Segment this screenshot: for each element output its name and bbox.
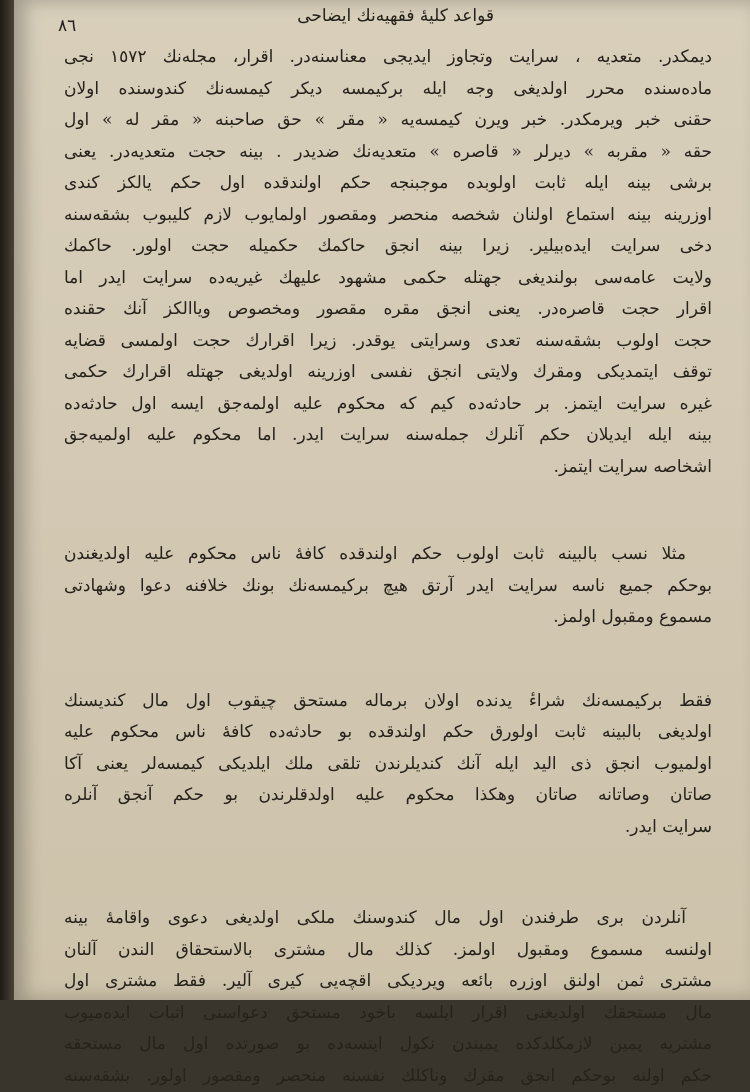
book-page — [14, 0, 750, 1000]
text-line: مثلا نسب بالبينه ثابت اولوب حكم اولندقده كافهٔ ناس محكوم عليه اولديغندن — [64, 539, 712, 571]
text-line: مسموع ومقبول اولمز. — [64, 602, 712, 634]
running-title: قواعد كليهٔ فقهيه‌نك ايضاحى — [297, 6, 494, 26]
text-line: آنلردن برى طرفندن اول مال كندوسنك ملكى اولديغى دعوى واقامهٔ بينه — [64, 903, 712, 935]
text-line: صاتان وصاتانه صاتان وهكذا محكوم عليه اولدقلرندن بو حكم آنجق آنلره — [64, 780, 712, 812]
paragraph-spacer — [64, 634, 712, 686]
text-line: فقط بركيمسه‌نك شراءٔ يدنده اولان برماله مستحق چيقوب اول مال كنديسنك — [64, 686, 712, 718]
page-number: ٨٦ — [58, 16, 76, 36]
text-line: توقف ايتمديكى ومقرك ولايتى انجق نفسى اوزرينه اولديغى جهتله اقرارك حكمى — [64, 357, 712, 389]
text-line: ديمكدر. متعديه ، سرايت وتجاوز ايديجى معناسنه‌در. اقرار، مجله‌نك ١٥٧٢ نجى — [64, 42, 712, 74]
text-line: دخى سرايت ايده‌بيلير. زيرا بينه انجق حاكمك حكميله حجت اولور. حاكمك — [64, 231, 712, 263]
text-line: حقه « مقربه » ديرلر « قاصره » متعديه‌نك ضديدر . بينه حجت متعديه‌در. يعنى — [64, 137, 712, 169]
body-text — [64, 42, 712, 1092]
text-line: اشخاصه سرايت ايتمز. — [64, 452, 712, 484]
book-gutter — [0, 0, 14, 1000]
page-header — [54, 6, 724, 36]
text-line: حقنى خبر ويرمكدر. خبر ويرن كيمسه‌يه « مقر » حق صاحبنه « مقر له » اول — [64, 105, 712, 137]
paragraph-1 — [64, 42, 712, 483]
text-line: غيره سرايت ايتمز. بر حادثه‌ده كيم كه محكوم عليه اولمه‌جق ايسه اول حادثه‌ده — [64, 389, 712, 421]
text-line: مال مستحقك اولديغنى اقرار ايلسه باخود مستحق دعواسنى اثبات ايده‌ميوب — [64, 998, 712, 1030]
text-line: ماده‌سنده محرر اولديغى وجه ايله بركيمسه ديكر كيمسه‌نك كندوسنده اولان — [64, 74, 712, 106]
text-line: سرايت ايدر. — [64, 812, 712, 844]
text-line: بينه ايله ايديلان حكم آنلرك جمله‌سنه سرايت ايدر. اما محكوم عليه اولميه‌جق — [64, 420, 712, 452]
text-line: حجت اولوب بشقه‌سنه تعدى وسرايتى يوقدر. زيرا اقرارك حجت اولمسى قضايه — [64, 326, 712, 358]
text-line: حكم اولنه بوحكم انجق مقرك وناكلك نفسنه منحصر ومقصور اولور. بشقه‌سنه — [64, 1061, 712, 1092]
paragraph-2 — [64, 539, 712, 634]
text-line: اولميوب انجق ذى اليد ايله آنك كنديلرندن تلقى ملك ايلديكى كيمسه‌لر يعنى آكا — [64, 749, 712, 781]
text-line: اوزرينه بينه استماع اولنان شخصه منحصر ومقصور اولمايوب لازم كليبوب بشقه‌سنه — [64, 200, 712, 232]
paragraph-spacer — [64, 843, 712, 903]
text-line: مشتريه يمين لازمكلدكده يميندن نكول ايتسه‌ده بو صورتده اول مال مستحقه — [64, 1029, 712, 1061]
text-line: مشترى ثمن اولنق اوزره بائعه ويرديكى اقچه‌يى كيرى آلير. فقط مشترى اول — [64, 966, 712, 998]
text-line: اقرار حجت قاصره‌در. يعنى انجق مقره مقصور ومخصوص وياالكز آنك حقنده — [64, 294, 712, 326]
text-line: اولنسه مسموع ومقبول اولمز. كذلك مال مشترى بالاستحقاق الندن آلنان — [64, 935, 712, 967]
text-line: برشى بينه ايله ثابت اولوبده موجبنجه حكم اولندقده اول حكم يالكز كندى — [64, 168, 712, 200]
text-line: بوحكم جميع ناسه سرايت ايدر آرتق هيچ بركيمسه‌نك بونك خلافنه دعوا وشهادتى — [64, 571, 712, 603]
paragraph-3 — [64, 686, 712, 844]
paragraph-4 — [64, 903, 712, 1092]
text-line: اولديغى بالبينه ثابت اولورق حكم اولندقده بو حادثه‌ده كافهٔ ناس محكوم عليه — [64, 717, 712, 749]
paragraph-spacer — [64, 483, 712, 539]
text-line: ولايت عامه‌سى بولنديغى جهتله حكمى مشهود عليهك غيريه‌ده سرايت ايدر اما — [64, 263, 712, 295]
